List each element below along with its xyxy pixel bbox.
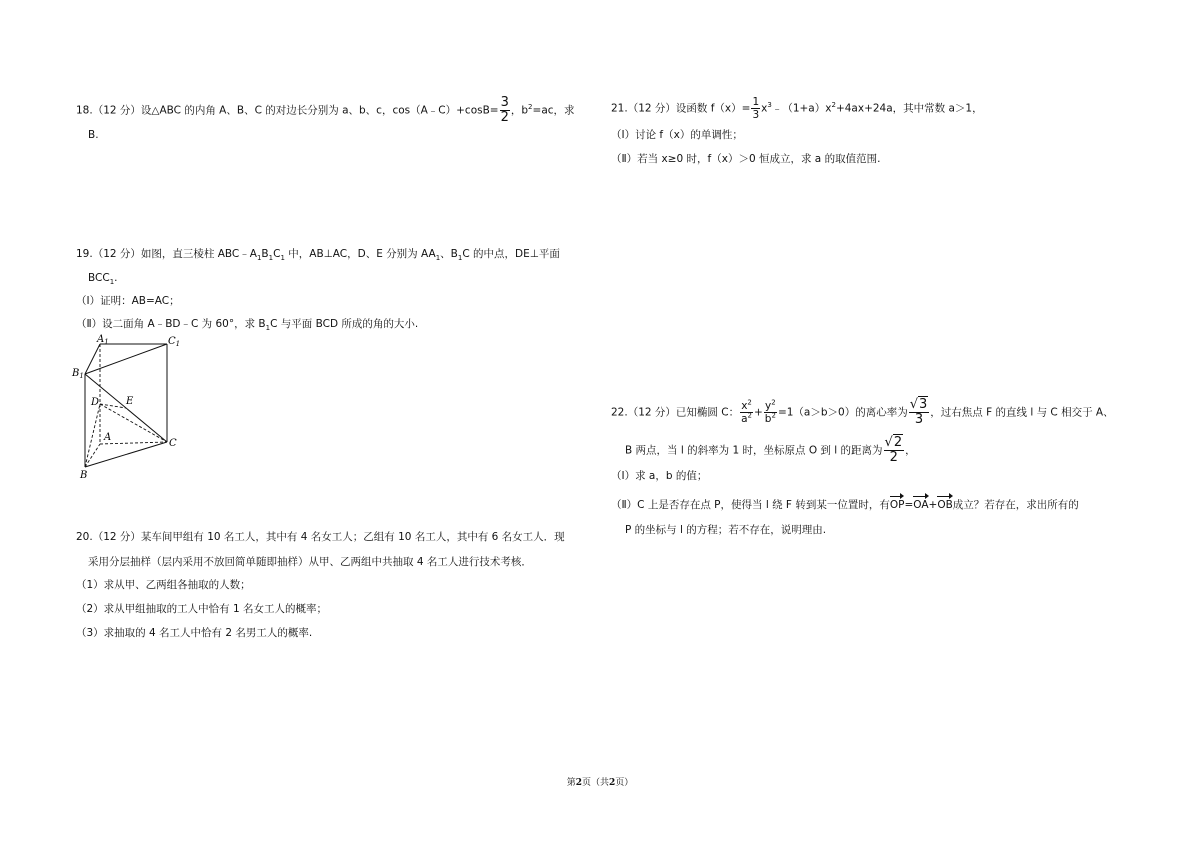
label-b1: $B_1$ bbox=[72, 368, 84, 380]
q21-item1: （Ⅰ）讨论 f（x）的单调性； bbox=[611, 129, 743, 141]
q22-distance: $\frac{√2}{2}$ bbox=[884, 435, 903, 465]
q18-fraction: $\frac{3}{2}$ bbox=[500, 95, 509, 125]
q21-line1: 21.（12 分）设函数 f（x）= $\frac{1}{3}$ $x^3﹣(1+a)x^2+4ax+24a$，其中常数 a＞1， bbox=[611, 96, 983, 121]
q22-line2: B 两点，当 l 的斜率为 1 时，坐标原点 O 到 l 的距离为 $\frac{√2}{2}$ ， bbox=[625, 435, 916, 465]
q21-item2: （Ⅱ）若当 x≥0 时，f（x）＞0 恒成立，求 a 的取值范围. bbox=[611, 153, 881, 165]
label-a1: $A_1$ bbox=[97, 334, 109, 346]
q22-eccentricity: $\frac{√3}{3}$ bbox=[909, 397, 928, 427]
label-c: C bbox=[169, 438, 177, 449]
q20-item1: （1）求从甲、乙两组各抽取的人数； bbox=[76, 579, 251, 591]
q20-item3: （3）求抽取的 4 名工人中恰有 2 名男工人的概率. bbox=[76, 627, 313, 639]
q19-item1: （Ⅰ）证明：AB=AC； bbox=[76, 295, 180, 307]
label-a: A bbox=[104, 432, 112, 443]
q19-item2: （Ⅱ）设二面角 A﹣BD﹣C 为 60°，求 $B_1C$ 与平面 BCD 所成的角的大小. bbox=[76, 318, 419, 333]
label-c1: $C_1$ bbox=[168, 336, 181, 348]
q22-line1: 22.（12 分）已知椭圆 C： $\frac{x^2}{a^2}$ + $\frac{y^2}{b^2}$ =1（a＞b＞0）的离心率为 $\frac{√3}{3}$ ，过右焦点 F 的直线 l 与 C 相交于 A、 bbox=[611, 397, 1114, 427]
q18-line2: B. bbox=[88, 129, 99, 141]
q22-y-fraction: $\frac{y^2}{b^2}$ bbox=[764, 398, 776, 425]
page-footer: 第2页（共2页） bbox=[566, 778, 634, 788]
q19-line2: $BCC_1$. bbox=[88, 272, 118, 287]
q22-item1: （Ⅰ）求 a，b 的值； bbox=[611, 470, 708, 482]
prism-figure bbox=[68, 332, 198, 485]
q19-line1: 19.（12 分）如图，直三棱柱 $ABC﹣A_1B_1C_1$ 中，AB⊥AC，D、E 分别为 $AA_1$、$B_1C$ 的中点，DE⊥平面 bbox=[76, 248, 560, 263]
vector-oa: OA bbox=[913, 495, 928, 512]
vector-op: OP bbox=[890, 495, 905, 512]
q20-line1: 20.（12 分）某车间甲组有 10 名工人，其中有 4 名女工人；乙组有 10 名工人，其中有 6 名女工人．现 bbox=[76, 531, 565, 543]
q18-line1: 18.（12 分）设△ABC 的内角 A、B、C 的对边长分别为 a、b、c，cos（A﹣C）+cosB= $\frac{3}{2}$ ，$b^2=ac$，求 bbox=[76, 95, 575, 125]
label-e: E bbox=[126, 396, 134, 407]
q20-item2: （2）求从甲组抽取的工人中恰有 1 名女工人的概率； bbox=[76, 603, 328, 615]
q22-item2: （Ⅱ）C 上是否存在点 P，使得当 l 绕 F 转到某一位置时，有OP=OA+OB成立？若存在，求出所有的 bbox=[611, 495, 1079, 512]
prism-diagram bbox=[68, 332, 198, 482]
label-b: B bbox=[80, 470, 88, 481]
q21-fraction: $\frac{1}{3}$ bbox=[752, 96, 760, 121]
vector-ob: OB bbox=[937, 495, 952, 512]
q20-line2: 采用分层抽样（层内采用不放回简单随即抽样）从甲、乙两组中共抽取 4 名工人进行技术考核． bbox=[88, 556, 532, 568]
q22-x-fraction: $\frac{x^2}{a^2}$ bbox=[741, 398, 752, 425]
q22-item2-cont: P 的坐标与 l 的方程；若不存在，说明理由. bbox=[625, 524, 827, 536]
label-d: D bbox=[91, 397, 100, 408]
